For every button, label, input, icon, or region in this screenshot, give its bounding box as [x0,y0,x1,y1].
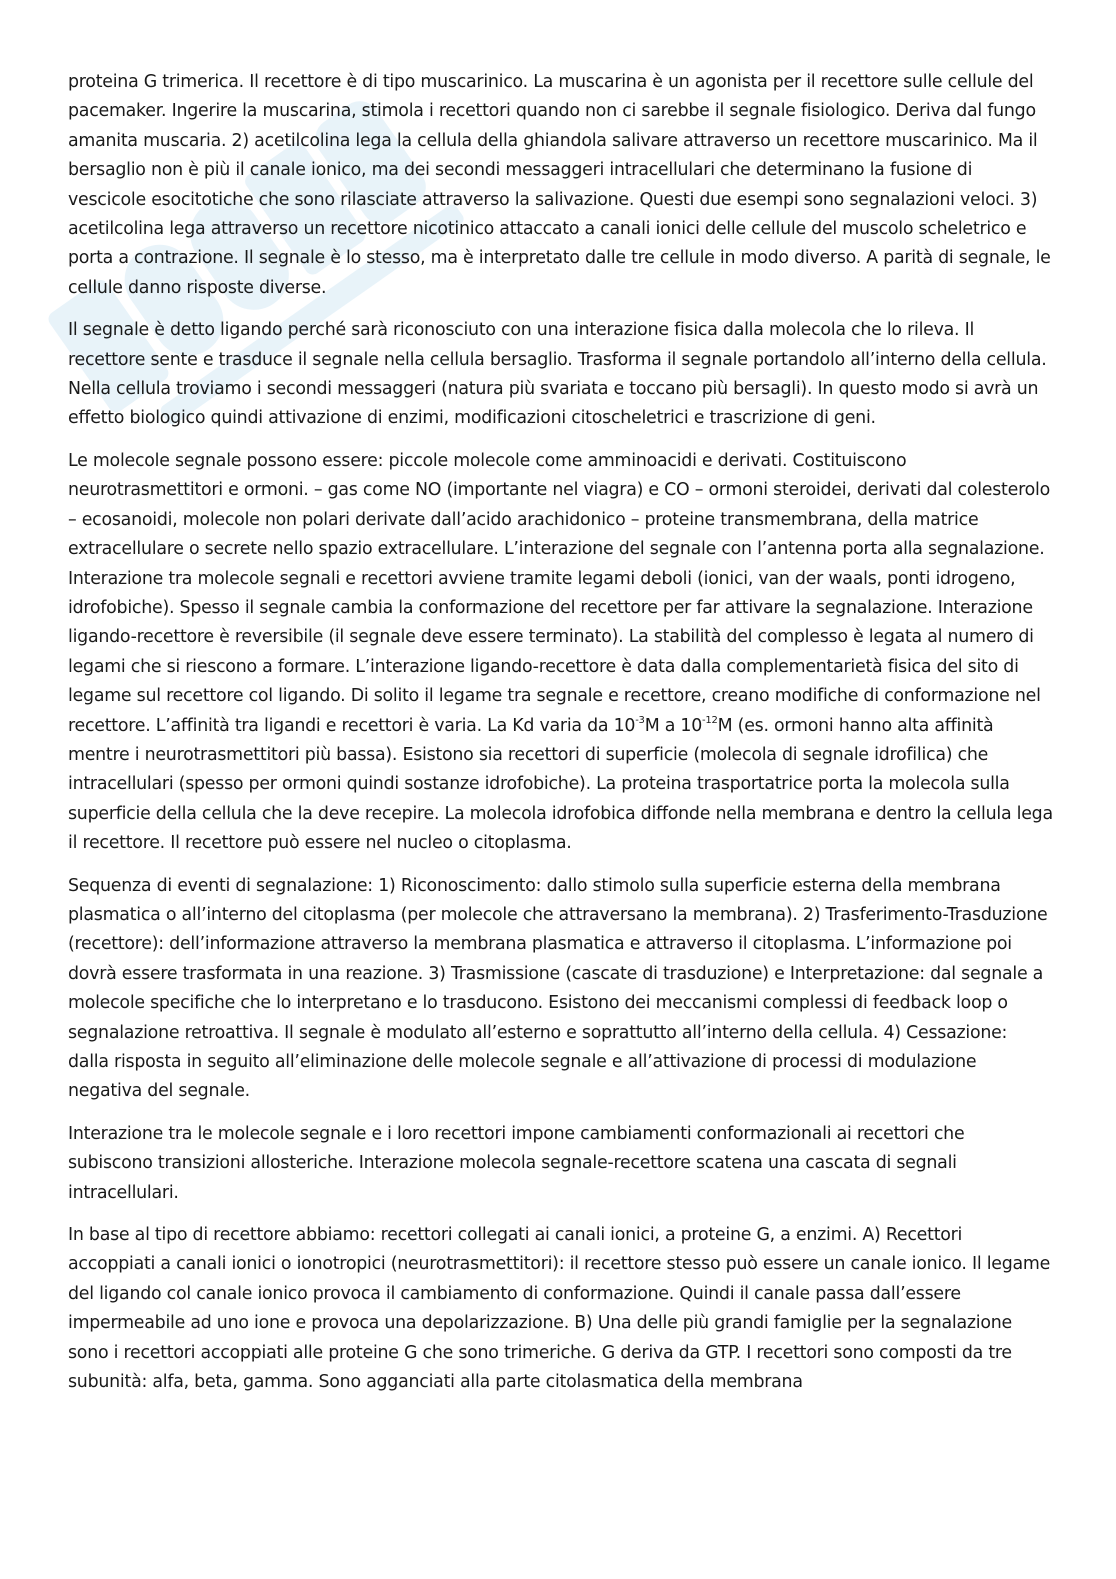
exponent-2: -12 [702,714,718,726]
paragraph-1: proteina G trimerica. Il recettore è di tipo muscarinico. La muscarina è un agonista per il recettore sulle cellule del pacemaker. Ingerire la muscarina, stimola i recettori quando non ci sarebbe il segnale fisiologico. Deriva dal fungo amanita muscaria. 2) acetilcolina lega la cellula della ghiandola salivare attraverso un recettore muscarinico. Ma il bersaglio non è più il canale ionico, ma dei secondi messaggeri intracellulari che determinano la fusione di vescicole esocitotiche che sono rilasciate attraverso la salivazione. Questi due esempi sono segnalazioni veloci. 3) acetilcolina lega attraverso un recettore nicotinico attaccato a canali ionici delle cellule del muscolo scheletrico e porta a contrazione. Il segnale è lo stesso, ma è interpretato dalle tre cellule in modo diverso. A parità di segnale, le cellule danno risposte diverse. [68,72,1051,298]
paragraph-3 [68,447,1053,859]
paragraph-6: In base al tipo di recettore abbiamo: recettori collegati ai canali ionici, a proteine G, a enzimi. A) Recettori accoppiati a canali ionici o ionotropici (neurotrasmettitori): il recettore stesso può essere un canale ionico. Il legame del ligando col canale ionico provoca il cambiamento di conformazione. Quindi il canale passa dall’essere impermeabile ad uno ione e provoca una depolarizzazione. B) Una delle più grandi famiglie per la segnalazione sono i recettori accoppiati alle proteine G che sono trimeriche. G deriva da GTP. I recettori sono composti da tre subunità: alfa, beta, gamma. Sono agganciati alla parte citolasmatica della membrana [68,1225,1051,1393]
paragraph-3-text-a: Le molecole segnale possono essere: piccole molecole come amminoacidi e derivati. Costituiscono neurotrasmettitori e ormoni. – gas come NO (importante nel viagra) e CO – ormoni steroidei, derivati dal colesterolo – ecosanoidi, molecole non polari derivate dall’acido arachidonico – proteine transmembrana, della matrice extracellulare o secrete nello spazio extracellulare. L’interazione del segnale con l’antenna porta alla segnalazione. Interazione tra molecole segnali e recettori avviene tramite legami deboli (ionici, van der waals, ponti idrogeno, idrofobiche). Spesso il segnale cambia la conformazione del recettore per far attivare la segnalazione. Interazione ligando-recettore è reversibile (il segnale deve essere terminato). La stabilità del complesso è legata al numero di legami che si riescono a formare. L’interazione ligando-recettore è data dalla complementarietà fisica del sito di legame sul recettore col ligando. Di solito il legame tra segnale e recettore, creano modifiche di conformazione nel recettore. L’affinità tra ligandi e recettori è varia. La Kd varia da 10 [68,450,1050,736]
paragraph-2: Il segnale è detto ligando perché sarà riconosciuto con una interazione fisica dalla molecola che lo rileva. Il recettore sente e trasduce il segnale nella cellula bersaglio. Trasforma il segnale portandolo all’interno della cellula. Nella cellula troviamo i secondi messaggeri (natura più svariata e toccano più bersagli). In questo modo si avrà un effetto biologico quindi attivazione di enzimi, modificazioni citoscheletrici e trascrizione di geni. [68,320,1047,429]
paragraph-3-text-c: M (es. ormoni hanno alta affinità mentre i neurotrasmettitori più bassa). Esistono sia recettori di superficie (molecola di segnale idrofilica) che intracellulari (spesso per ormoni quindi sostanze idrofobiche). La proteina trasportatrice porta la molecola sulla superficie della cellula che la deve recepire. La molecola idrofobica diffonde nella membrana e dentro la cellula lega il recettore. Il recettore può essere nel nucleo o citoplasma. [68,715,1053,854]
paragraph-4: Sequenza di eventi di segnalazione: 1) Riconoscimento: dallo stimolo sulla superficie esterna della membrana plasmatica o all’interno del citoplasma (per molecole che attraversano la membrana). 2) Trasferimento-Trasduzione (recettore): dell’informazione attraverso la membrana plasmatica e attraverso il citoplasma. L’informazione poi dovrà essere trasformata in una reazione. 3) Trasmissione (cascate di trasduzione) e Interpretazione: dal segnale a molecole specifiche che lo interpretano e lo trasducono. Esistono dei meccanismi complessi di feedback loop o segnalazione retroattiva. Il segnale è modulato all’esterno e soprattutto all’interno della cellula. 4) Cessazione: dalla risposta in seguito all’eliminazione delle molecole segnale e all’attivazione di processi di modulazione negativa del segnale. [68,875,1048,1102]
paragraph-5: Interazione tra le molecole segnale e i loro recettori impone cambiamenti conformazionali ai recettori che subiscono transizioni allosteriche. Interazione molecola segnale-recettore scatena una cascata di segnali intracellulari. [68,1123,965,1203]
paragraph-3-text-b: M a 10 [644,715,703,736]
exponent-1: -3 [635,714,645,726]
document-body [68,68,1053,1410]
